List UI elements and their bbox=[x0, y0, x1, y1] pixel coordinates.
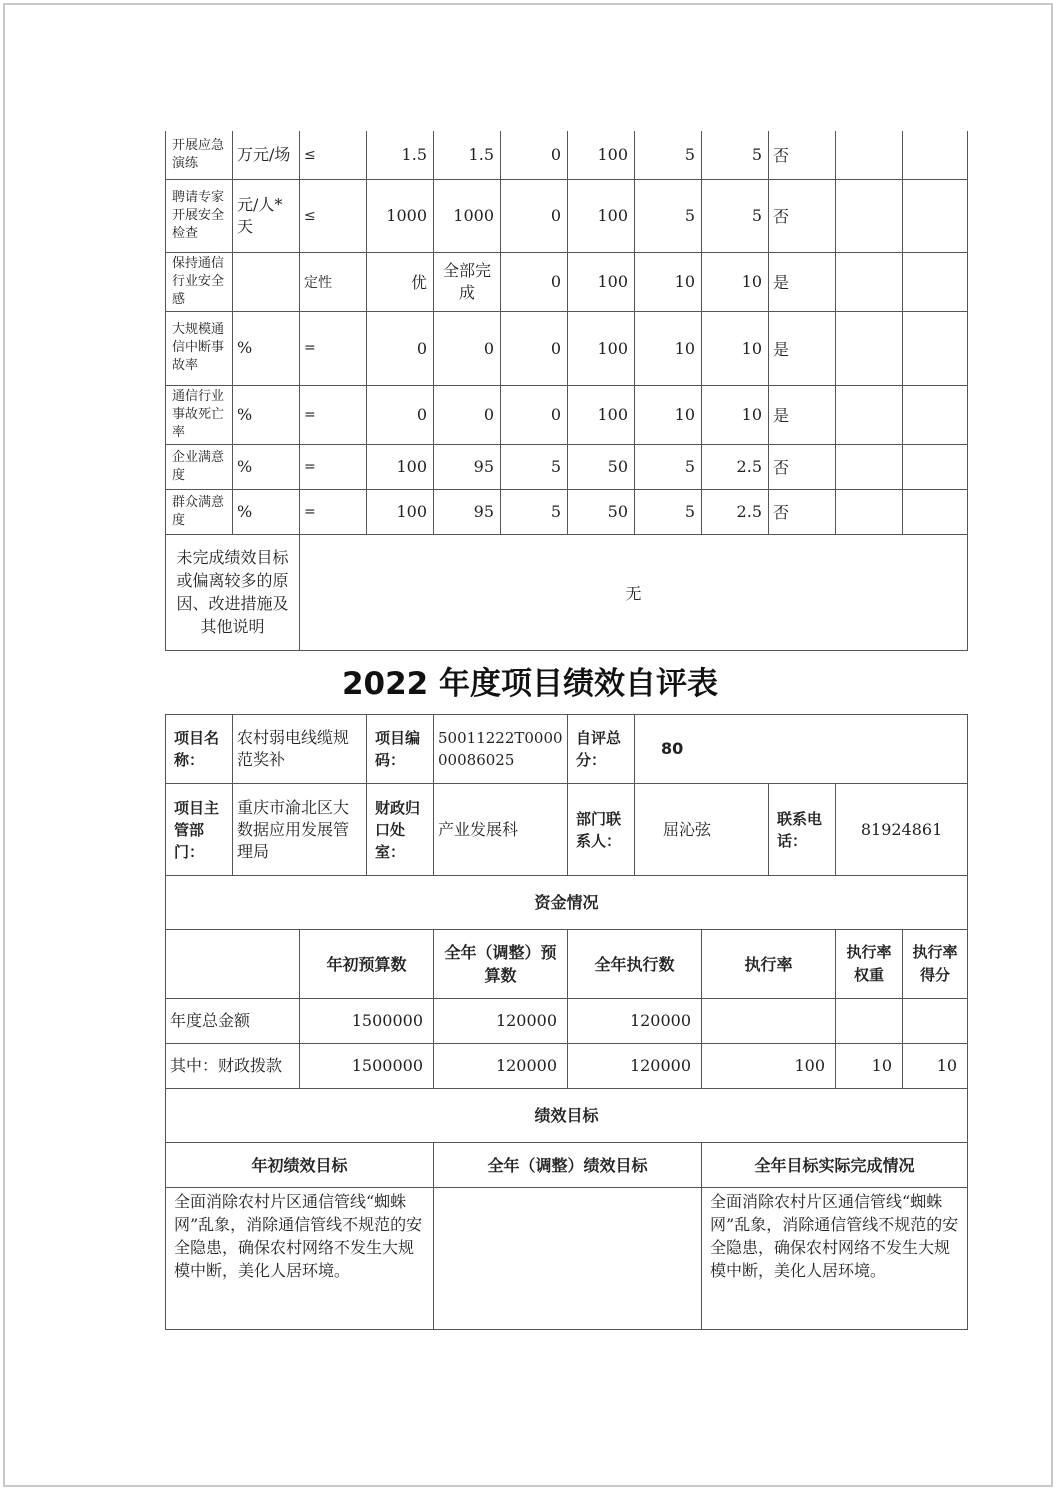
indicator-deviation: 0 bbox=[501, 179, 568, 252]
indicator-remark bbox=[903, 179, 968, 252]
indicator-completion: 100 bbox=[568, 131, 635, 179]
goals-header-adjusted: 全年（调整）绩效目标 bbox=[434, 1143, 702, 1188]
indicator-name: 企业满意度 bbox=[166, 444, 233, 489]
project-row-1 bbox=[166, 715, 968, 784]
funds-header-empty bbox=[166, 930, 300, 999]
indicator-deviation: 0 bbox=[501, 131, 568, 179]
indicator-reason bbox=[836, 444, 903, 489]
note-value: 无 bbox=[300, 534, 968, 650]
indicator-achieved: 否 bbox=[769, 444, 836, 489]
funds-budget: 1500000 bbox=[300, 999, 434, 1044]
goal-actual-text: 全面消除农村片区通信管线“蜘蛛网”乱象，消除通信管线不规范的安全隐患，确保农村网络不发生大规模中断，美化人居环境。 bbox=[702, 1188, 968, 1330]
finance-label: 财政归口处室： bbox=[367, 784, 434, 876]
score-label: 自评总分： bbox=[568, 715, 635, 784]
funds-rate bbox=[702, 999, 836, 1044]
indicator-unit: % bbox=[233, 385, 300, 444]
indicator-operator: ≤ bbox=[300, 131, 367, 179]
dept-label: 项目主管部门： bbox=[166, 784, 233, 876]
indicator-actual: 0 bbox=[434, 385, 501, 444]
indicator-score: 10 bbox=[702, 311, 769, 385]
funds-header-score: 执行率得分 bbox=[903, 930, 968, 999]
phone-number: 81924861 bbox=[836, 784, 968, 876]
indicator-reason bbox=[836, 385, 903, 444]
indicator-achieved: 否 bbox=[769, 179, 836, 252]
funds-adjusted: 120000 bbox=[434, 999, 568, 1044]
indicator-operator: = bbox=[300, 311, 367, 385]
indicator-target: 100 bbox=[367, 489, 434, 534]
contact-name: 屈沁弦 bbox=[635, 784, 769, 876]
indicator-name: 开展应急演练 bbox=[166, 131, 233, 179]
indicator-achieved: 是 bbox=[769, 385, 836, 444]
indicator-operator: = bbox=[300, 385, 367, 444]
indicator-score: 5 bbox=[702, 131, 769, 179]
indicator-actual: 1000 bbox=[434, 179, 501, 252]
indicator-actual: 0 bbox=[434, 311, 501, 385]
indicator-reason bbox=[836, 131, 903, 179]
goals-header-row bbox=[166, 1143, 968, 1188]
project-code-label: 项目编码： bbox=[367, 715, 434, 784]
indicator-unit: % bbox=[233, 444, 300, 489]
indicator-deviation: 0 bbox=[501, 385, 568, 444]
indicator-score: 2.5 bbox=[702, 444, 769, 489]
indicator-actual: 95 bbox=[434, 489, 501, 534]
indicator-operator: 定性 bbox=[300, 252, 367, 311]
funds-header-budget: 年初预算数 bbox=[300, 930, 434, 999]
indicator-row bbox=[166, 179, 968, 252]
funds-weight bbox=[836, 999, 903, 1044]
dept-name: 重庆市渝北区大数据应用发展管理局 bbox=[233, 784, 367, 876]
indicator-remark bbox=[903, 489, 968, 534]
indicator-name: 通信行业事故死亡率 bbox=[166, 385, 233, 444]
indicator-deviation: 5 bbox=[501, 489, 568, 534]
indicator-weight: 10 bbox=[635, 311, 702, 385]
indicator-achieved: 否 bbox=[769, 489, 836, 534]
indicator-name: 保持通信行业安全感 bbox=[166, 252, 233, 311]
indicator-row bbox=[166, 311, 968, 385]
indicator-remark bbox=[903, 385, 968, 444]
note-row bbox=[166, 534, 968, 650]
project-code: 50011222T000000086025 bbox=[434, 715, 568, 784]
indicator-remark bbox=[903, 131, 968, 179]
indicator-actual: 全部完成 bbox=[434, 252, 501, 311]
funds-budget: 1500000 bbox=[300, 1044, 434, 1089]
indicator-unit: % bbox=[233, 311, 300, 385]
indicator-target: 100 bbox=[367, 444, 434, 489]
funds-header-executed: 全年执行数 bbox=[568, 930, 702, 999]
funds-score: 10 bbox=[903, 1044, 968, 1089]
indicator-completion: 50 bbox=[568, 489, 635, 534]
funds-score bbox=[903, 999, 968, 1044]
indicator-operator: = bbox=[300, 444, 367, 489]
indicator-row bbox=[166, 131, 968, 179]
goal-initial-text: 全面消除农村片区通信管线“蜘蛛网”乱象，消除通信管线不规范的安全隐患，确保农村网络不发生大规模中断，美化人居环境。 bbox=[166, 1188, 434, 1330]
indicator-weight: 5 bbox=[635, 489, 702, 534]
indicator-achieved: 是 bbox=[769, 252, 836, 311]
funds-row-total bbox=[166, 999, 968, 1044]
goals-header-initial: 年初绩效目标 bbox=[166, 1143, 434, 1188]
funds-weight: 10 bbox=[836, 1044, 903, 1089]
finance-office: 产业发展科 bbox=[434, 784, 568, 876]
project-name-label: 项目名称： bbox=[166, 715, 233, 784]
note-label: 未完成绩效目标或偏离较多的原因、改进措施及其他说明 bbox=[166, 534, 300, 650]
indicator-operator: = bbox=[300, 489, 367, 534]
page-title: 2022 年度项目绩效自评表 bbox=[341, 666, 719, 702]
indicator-deviation: 0 bbox=[501, 252, 568, 311]
indicator-unit: 元/人*天 bbox=[233, 179, 300, 252]
indicator-completion: 100 bbox=[568, 179, 635, 252]
indicator-completion: 100 bbox=[568, 385, 635, 444]
indicator-unit bbox=[233, 252, 300, 311]
indicator-table bbox=[165, 131, 968, 651]
indicator-row bbox=[166, 252, 968, 311]
indicator-reason bbox=[836, 489, 903, 534]
goals-content-row bbox=[166, 1188, 968, 1330]
indicator-remark bbox=[903, 311, 968, 385]
phone-label: 联系电话： bbox=[769, 784, 836, 876]
indicator-deviation: 5 bbox=[501, 444, 568, 489]
funds-executed: 120000 bbox=[568, 1044, 702, 1089]
indicator-score: 5 bbox=[702, 179, 769, 252]
indicator-row bbox=[166, 444, 968, 489]
indicator-score: 2.5 bbox=[702, 489, 769, 534]
goals-header-actual: 全年目标实际完成情况 bbox=[702, 1143, 968, 1188]
indicator-score: 10 bbox=[702, 252, 769, 311]
evaluation-table bbox=[165, 714, 968, 1330]
indicator-remark bbox=[903, 444, 968, 489]
indicator-unit: 万元/场 bbox=[233, 131, 300, 179]
funds-section-title: 资金情况 bbox=[166, 876, 968, 930]
indicator-weight: 10 bbox=[635, 385, 702, 444]
indicator-reason bbox=[836, 252, 903, 311]
indicator-target: 0 bbox=[367, 311, 434, 385]
indicator-weight: 5 bbox=[635, 131, 702, 179]
indicator-operator: ≤ bbox=[300, 179, 367, 252]
funds-header-weight: 执行率权重 bbox=[836, 930, 903, 999]
indicator-weight: 5 bbox=[635, 179, 702, 252]
indicator-target: 优 bbox=[367, 252, 434, 311]
funds-row-label: 年度总金额 bbox=[166, 999, 300, 1044]
funds-row-fiscal bbox=[166, 1044, 968, 1089]
indicator-remark bbox=[903, 252, 968, 311]
indicator-unit: % bbox=[233, 489, 300, 534]
contact-label: 部门联系人： bbox=[568, 784, 635, 876]
indicator-completion: 100 bbox=[568, 252, 635, 311]
indicator-target: 0 bbox=[367, 385, 434, 444]
funds-rate: 100 bbox=[702, 1044, 836, 1089]
indicator-weight: 5 bbox=[635, 444, 702, 489]
indicator-weight: 10 bbox=[635, 252, 702, 311]
indicator-target: 1000 bbox=[367, 179, 434, 252]
indicator-achieved: 是 bbox=[769, 311, 836, 385]
indicator-reason bbox=[836, 311, 903, 385]
goal-adjusted-text bbox=[434, 1188, 702, 1330]
project-name: 农村弱电线缆规范奖补 bbox=[233, 715, 367, 784]
indicator-reason bbox=[836, 179, 903, 252]
indicator-name: 群众满意度 bbox=[166, 489, 233, 534]
goals-section-title: 绩效目标 bbox=[166, 1089, 968, 1143]
total-score: 80 bbox=[635, 715, 968, 784]
funds-executed: 120000 bbox=[568, 999, 702, 1044]
indicator-name: 聘请专家开展安全检查 bbox=[166, 179, 233, 252]
indicator-actual: 95 bbox=[434, 444, 501, 489]
funds-adjusted: 120000 bbox=[434, 1044, 568, 1089]
project-row-2 bbox=[166, 784, 968, 876]
goals-section-row bbox=[166, 1089, 968, 1143]
funds-header-adjusted: 全年（调整）预算数 bbox=[434, 930, 568, 999]
indicator-score: 10 bbox=[702, 385, 769, 444]
funds-section-row bbox=[166, 876, 968, 930]
indicator-row bbox=[166, 385, 968, 444]
funds-header-row bbox=[166, 930, 968, 999]
indicator-achieved: 否 bbox=[769, 131, 836, 179]
indicator-deviation: 0 bbox=[501, 311, 568, 385]
indicator-row bbox=[166, 489, 968, 534]
funds-row-label: 其中：财政拨款 bbox=[166, 1044, 300, 1089]
indicator-name: 大规模通信中断事故率 bbox=[166, 311, 233, 385]
indicator-completion: 100 bbox=[568, 311, 635, 385]
indicator-actual: 1.5 bbox=[434, 131, 501, 179]
funds-header-rate: 执行率 bbox=[702, 930, 836, 999]
indicator-completion: 50 bbox=[568, 444, 635, 489]
indicator-target: 1.5 bbox=[367, 131, 434, 179]
